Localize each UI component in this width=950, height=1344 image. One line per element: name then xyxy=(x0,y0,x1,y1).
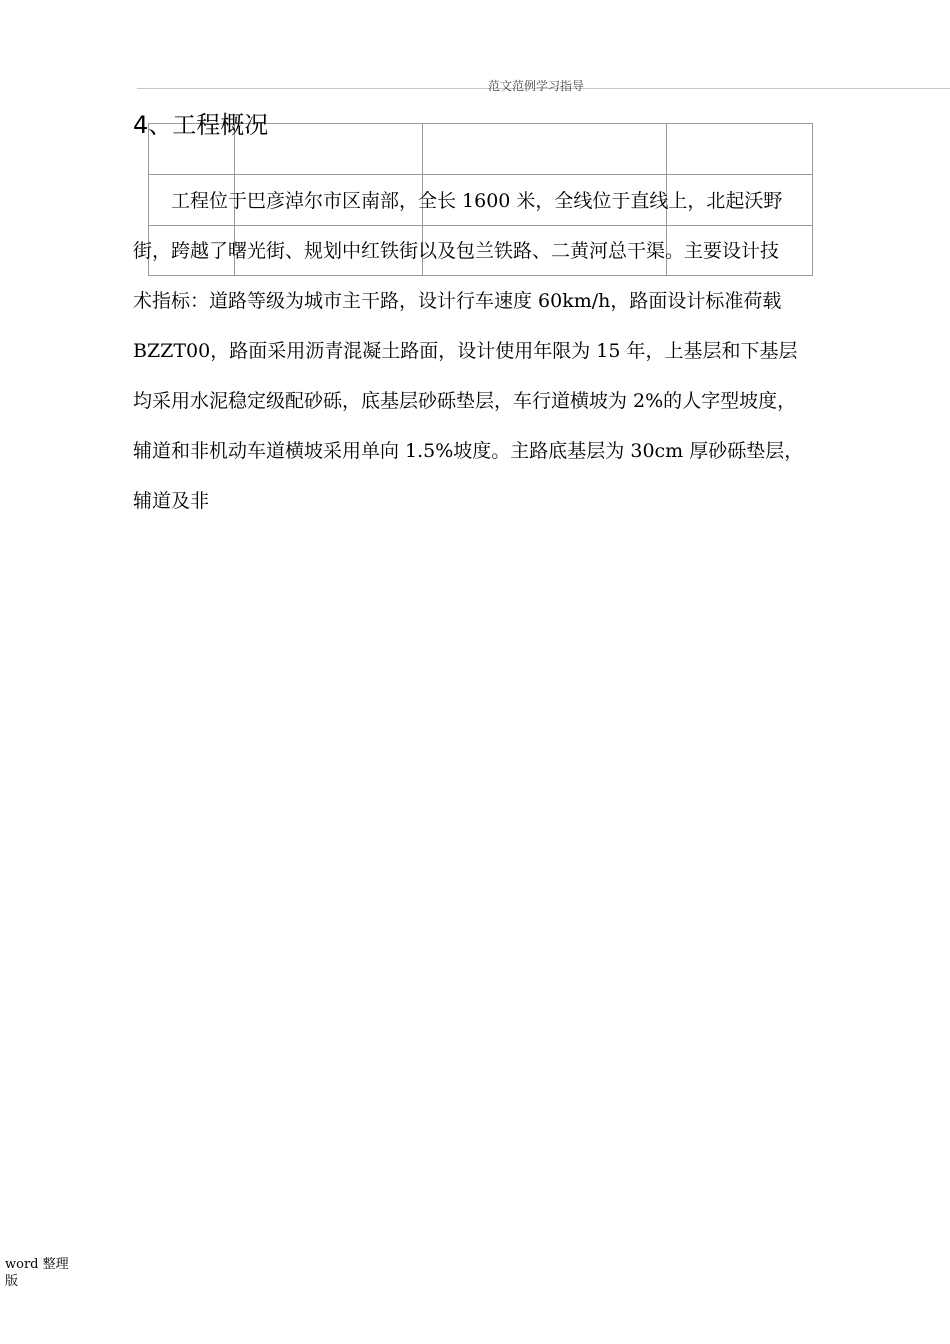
section-title: 4、工程概况 xyxy=(133,111,269,139)
body-line-6: 辅道和非机动车道横坡采用单向 1.5%坡度。主路底基层为 30cm 厚砂砾垫层， xyxy=(133,440,804,462)
body-line-3: 术指标：道路等级为城市主干路，设计行车速度 60km/h，路面设计标准荷载 xyxy=(133,290,782,312)
table-cell xyxy=(423,124,667,175)
table-cell xyxy=(667,124,813,175)
body-line-5: 均采用水泥稳定级配砂砾，底基层砂砾垫层，车行道横坡为 2%的人字型坡度， xyxy=(133,390,797,412)
body-line-7: 辅道及非 xyxy=(133,490,210,512)
body-line-1: 工程位于巴彦淖尔市区南部，全长 1600 米，全线位于直线上，北起沃野 xyxy=(133,190,783,212)
page-footer: word 整理版 xyxy=(5,1257,69,1289)
body-line-4: BZZT00，路面采用沥青混凝土路面，设计使用年限为 15 年，上基层和下基层 xyxy=(133,340,798,362)
page-header: 范文范例学习指导 xyxy=(487,79,584,93)
body-line-2: 街，跨越了曙光街、规划中红铁街以及包兰铁路、二黄河总干渠。主要设计技 xyxy=(133,240,780,262)
